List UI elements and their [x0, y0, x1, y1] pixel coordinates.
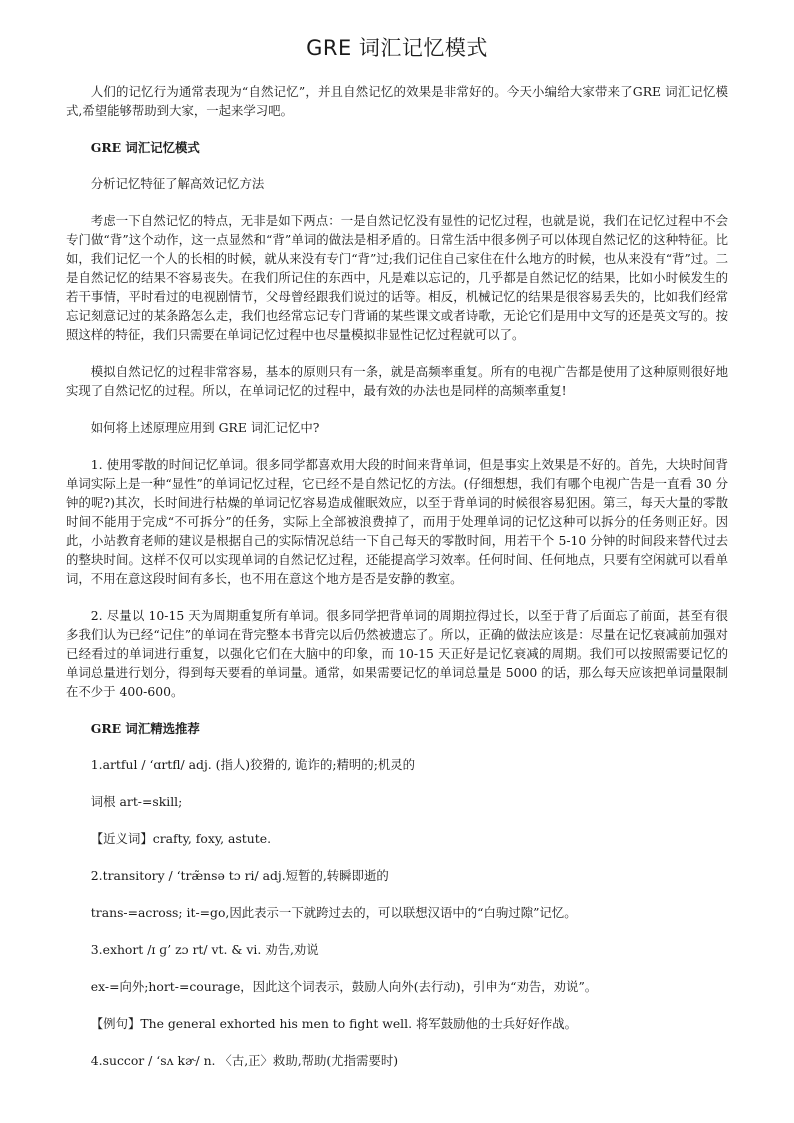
- vocab-root: ex-=向外;hort-=courage，因此这个词表示，鼓励人向外(去行动)，引申为“劝告，劝说”。: [90, 979, 598, 994]
- question-line: 如何将上述原理应用到 GRE 词汇记忆中?: [90, 420, 320, 435]
- paragraph-natural-memory: 考虑一下自然记忆的特点，无非是如下两点：一是自然记忆没有显性的记忆过程，也就是说，我们在记忆过程中不会专门做“背”这个动作，这一点显然和“背”单词的做法是相矛盾的。日常生活中很多例子可以体现自然记忆的这种特征。比如，我们记忆一个人的长相的时候，就从来没有专门“背”过;我们记住自己家住在什么地方的时候，也从来没有“背”过。二是自然记忆的结果不容易丧失。在我们所记住的东西中，凡是难以忘记的，几乎都是自然记忆的结果，比如小时候发生的若干事情，平时看过的电视剧情节，父母曾经跟我们说过的话等。相反，机械记忆的结果是很容易丢失的，比如我们经常忘记刻意记过的某条路怎么走，我们也经常忘记专门背诵的某些课文或者诗歌，无论它们是用中文写的还是英文写的。按照这样的特征，我们只需要在单词记忆过程中也尽量模拟非显性记忆过程就可以了。: [66, 213, 728, 342]
- subheading: 分析记忆特征了解高效记忆方法: [90, 176, 265, 191]
- vocab-entry: 4.succor / ‘sʌ kɚ/ n. 〈古,正〉救助,帮助(尤指需要时): [90, 1053, 399, 1068]
- document-title: GRE 词汇记忆模式: [306, 36, 488, 60]
- paragraph-repetition: 模拟自然记忆的过程非常容易，基本的原则只有一条，就是高频率重复。所有的电视广告都是使用了这种原则很好地实现了自然记忆的过程。所以，在单词记忆的过程中，最有效的办法也是同样的高频率重复!: [66, 364, 728, 398]
- vocab-example: 【例句】The general exhorted his men to fight well. 将军鼓励他的士兵好好作战。: [90, 1016, 578, 1031]
- vocab-root: 词根 art-=skill;: [90, 794, 183, 809]
- vocab-entry: 1.artful / ‘ɑrtfl/ adj. (指人)狡猾的, 诡诈的;精明的;机灵的: [90, 757, 416, 772]
- vocab-synonyms: 【近义词】crafty, foxy, astute.: [90, 831, 272, 846]
- paragraph-tip-2: 2. 尽量以 10-15 天为周期重复所有单词。很多同学把背单词的周期拉得过长，以至于背了后面忘了前面，甚至有很多我们认为已经“记住”的单词在背完整本书背完以后仍然被遗忘了。所以，正确的做法应该是：尽量在记忆衰减前加强对已经看过的单词进行重复，以强化它们在大脑中的印象，而 10-15 天正好是记忆衰减的周期。我们可以按照需要记忆的单词总量进行划分，得到每天要看的单词量。通常，如果需要记忆的单词总量是 5000 的话，那么每天应该把单词量限制在不少于 400-600。: [66, 608, 728, 699]
- vocab-root: trans-=across; it-=go,因此表示一下就跨过去的，可以联想汉语中的“白驹过隙”记忆。: [90, 905, 577, 920]
- vocab-entry: 2.transitory / ‘træ̃nsə tɔ ri/ adj.短暂的,转瞬即逝的: [90, 868, 389, 883]
- paragraph-tip-1: 1. 使用零散的时间记忆单词。很多同学都喜欢用大段的时间来背单词，但是事实上效果是不好的。首先，大块时间背单词实际上是一种“显性”的单词记忆过程，它已经不是自然记忆的方法。(仔细想想，我们有哪个电视广告是一直看 30 分钟的呢?)其次，长时间进行枯燥的单词记忆容易造成催眠效应，以至于背单词的时候很容易犯困。第三，每天大量的零散时间不能用于完成“不可拆分”的任务，实际上全部被浪费掉了，而用于处理单词的记忆这种可以拆分的任务则正好。因此，小站教育老师的建议是根据自己的实际情况总结一下自己每天的零散时间，用若干个 5-10 分钟的时间段来替代过去的整块时间。这样不仅可以实现单词的自然记忆过程，还能提高学习效率。任何时间、任何地点，只要有空闲就可以看单词，不用在意这段时间有多长，也不用在意这个地方是否是安静的教室。: [66, 457, 728, 586]
- vocab-entry: 3.exhort /ɪ ɡ’ zɔ rt/ vt. & vi. 劝告,劝说: [90, 942, 319, 957]
- section-heading-vocab: GRE 词汇精选推荐: [90, 721, 200, 736]
- intro-paragraph: 人们的记忆行为通常表现为“自然记忆”，并且自然记忆的效果是非常好的。今天小编给大家带来了GRE 词汇记忆模式,希望能够帮助到大家，一起来学习吧。: [66, 84, 728, 118]
- section-heading-memory: GRE 词汇记忆模式: [90, 140, 200, 155]
